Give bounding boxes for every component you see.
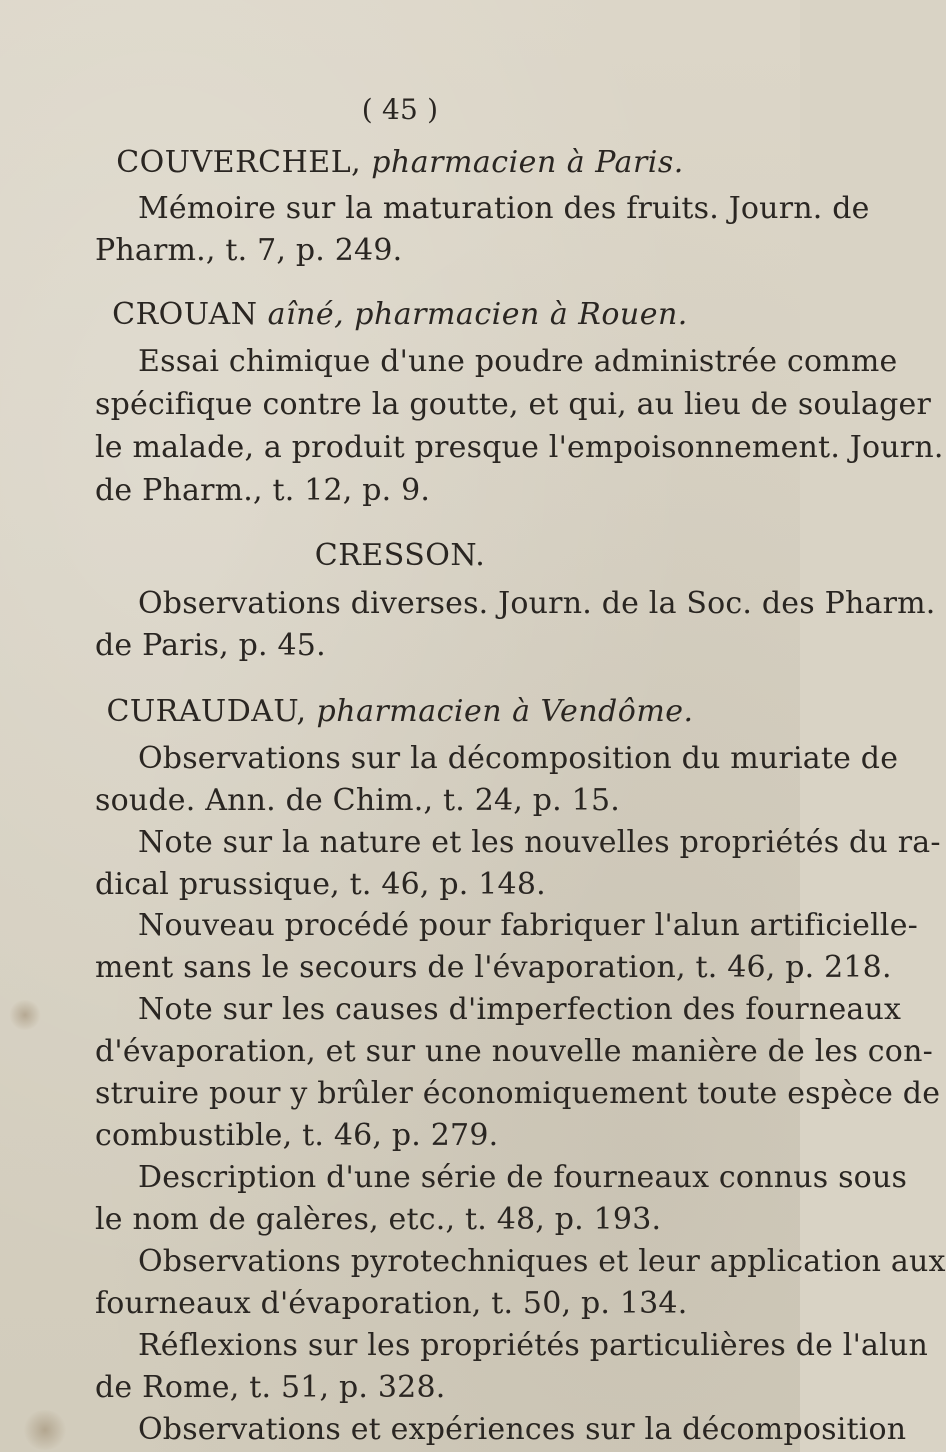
text-line: Réflexions sur les propriétés particulières de l'alun xyxy=(138,1328,928,1364)
text-line: Observations pyrotechniques et leur application aux xyxy=(138,1244,946,1280)
text-line: soude. Ann. de Chim., t. 24, p. 15. xyxy=(95,782,620,818)
text-line: le nom de galères, etc., t. 48, p. 193. xyxy=(95,1202,662,1238)
text-line: dical prussique, t. 46, p. 148. xyxy=(95,866,546,902)
author-title: aîné, pharmacien à Rouen. xyxy=(267,297,688,333)
text-line: d'évaporation, et sur une nouvelle manière de les con- xyxy=(95,1034,933,1070)
text-line: Observations sur la décomposition du muriate de xyxy=(138,740,899,776)
text-line: spécifique contre la goutte, et qui, au lieu de soulager xyxy=(95,386,932,422)
text-line: le malade, a produit presque l'empoisonnement. Journ. xyxy=(95,429,944,465)
author-name: COUVERCHEL, xyxy=(116,144,362,180)
text-line: Mémoire sur la maturation des fruits. Journ. de xyxy=(138,191,870,227)
author-name: CURAUDAU, xyxy=(106,693,307,729)
text-line: Observations diverses. Journ. de la Soc. des Pharm. xyxy=(138,586,936,621)
entry-heading xyxy=(0,145,800,181)
text-line: Note sur les causes d'imperfection des fourneaux xyxy=(138,992,902,1028)
author-name: CROUAN xyxy=(112,297,258,333)
author-title: pharmacien à Paris. xyxy=(371,144,684,180)
page-number: ( 45 ) xyxy=(361,93,439,126)
text-line: ment sans le secours de l'évaporation, t. 46, p. 218. xyxy=(95,950,892,986)
text-line: Description d'une série de fourneaux connus sous xyxy=(138,1160,908,1196)
text-line: de Rome, t. 51, p. 328. xyxy=(95,1370,446,1405)
author-name: CRESSON. xyxy=(314,538,486,574)
text-line: de Paris, p. 45. xyxy=(95,628,326,663)
page-stain xyxy=(8,1000,42,1030)
entry-heading xyxy=(0,538,800,574)
text-line: de Pharm., t. 12, p. 9. xyxy=(95,472,431,508)
text-line: Pharm., t. 7, p. 249. xyxy=(95,233,403,269)
text-line: Nouveau procédé pour fabriquer l'alun artificielle- xyxy=(138,908,918,944)
text-line: struire pour y brûler économiquement toute espèce de xyxy=(95,1076,941,1112)
author-title: pharmacien à Vendôme. xyxy=(316,693,694,729)
text-line: Observations et expériences sur la décomposition xyxy=(138,1412,907,1447)
text-line: Note sur la nature et les nouvelles propriétés du ra- xyxy=(138,824,941,860)
text-line: fourneaux d'évaporation, t. 50, p. 134. xyxy=(95,1286,688,1322)
text-line: combustible, t. 46, p. 279. xyxy=(95,1118,499,1154)
entry-heading xyxy=(0,297,800,333)
page-stain xyxy=(22,1410,68,1450)
text-line: Essai chimique d'une poudre administrée comme xyxy=(138,343,898,379)
entry-heading xyxy=(0,694,800,730)
